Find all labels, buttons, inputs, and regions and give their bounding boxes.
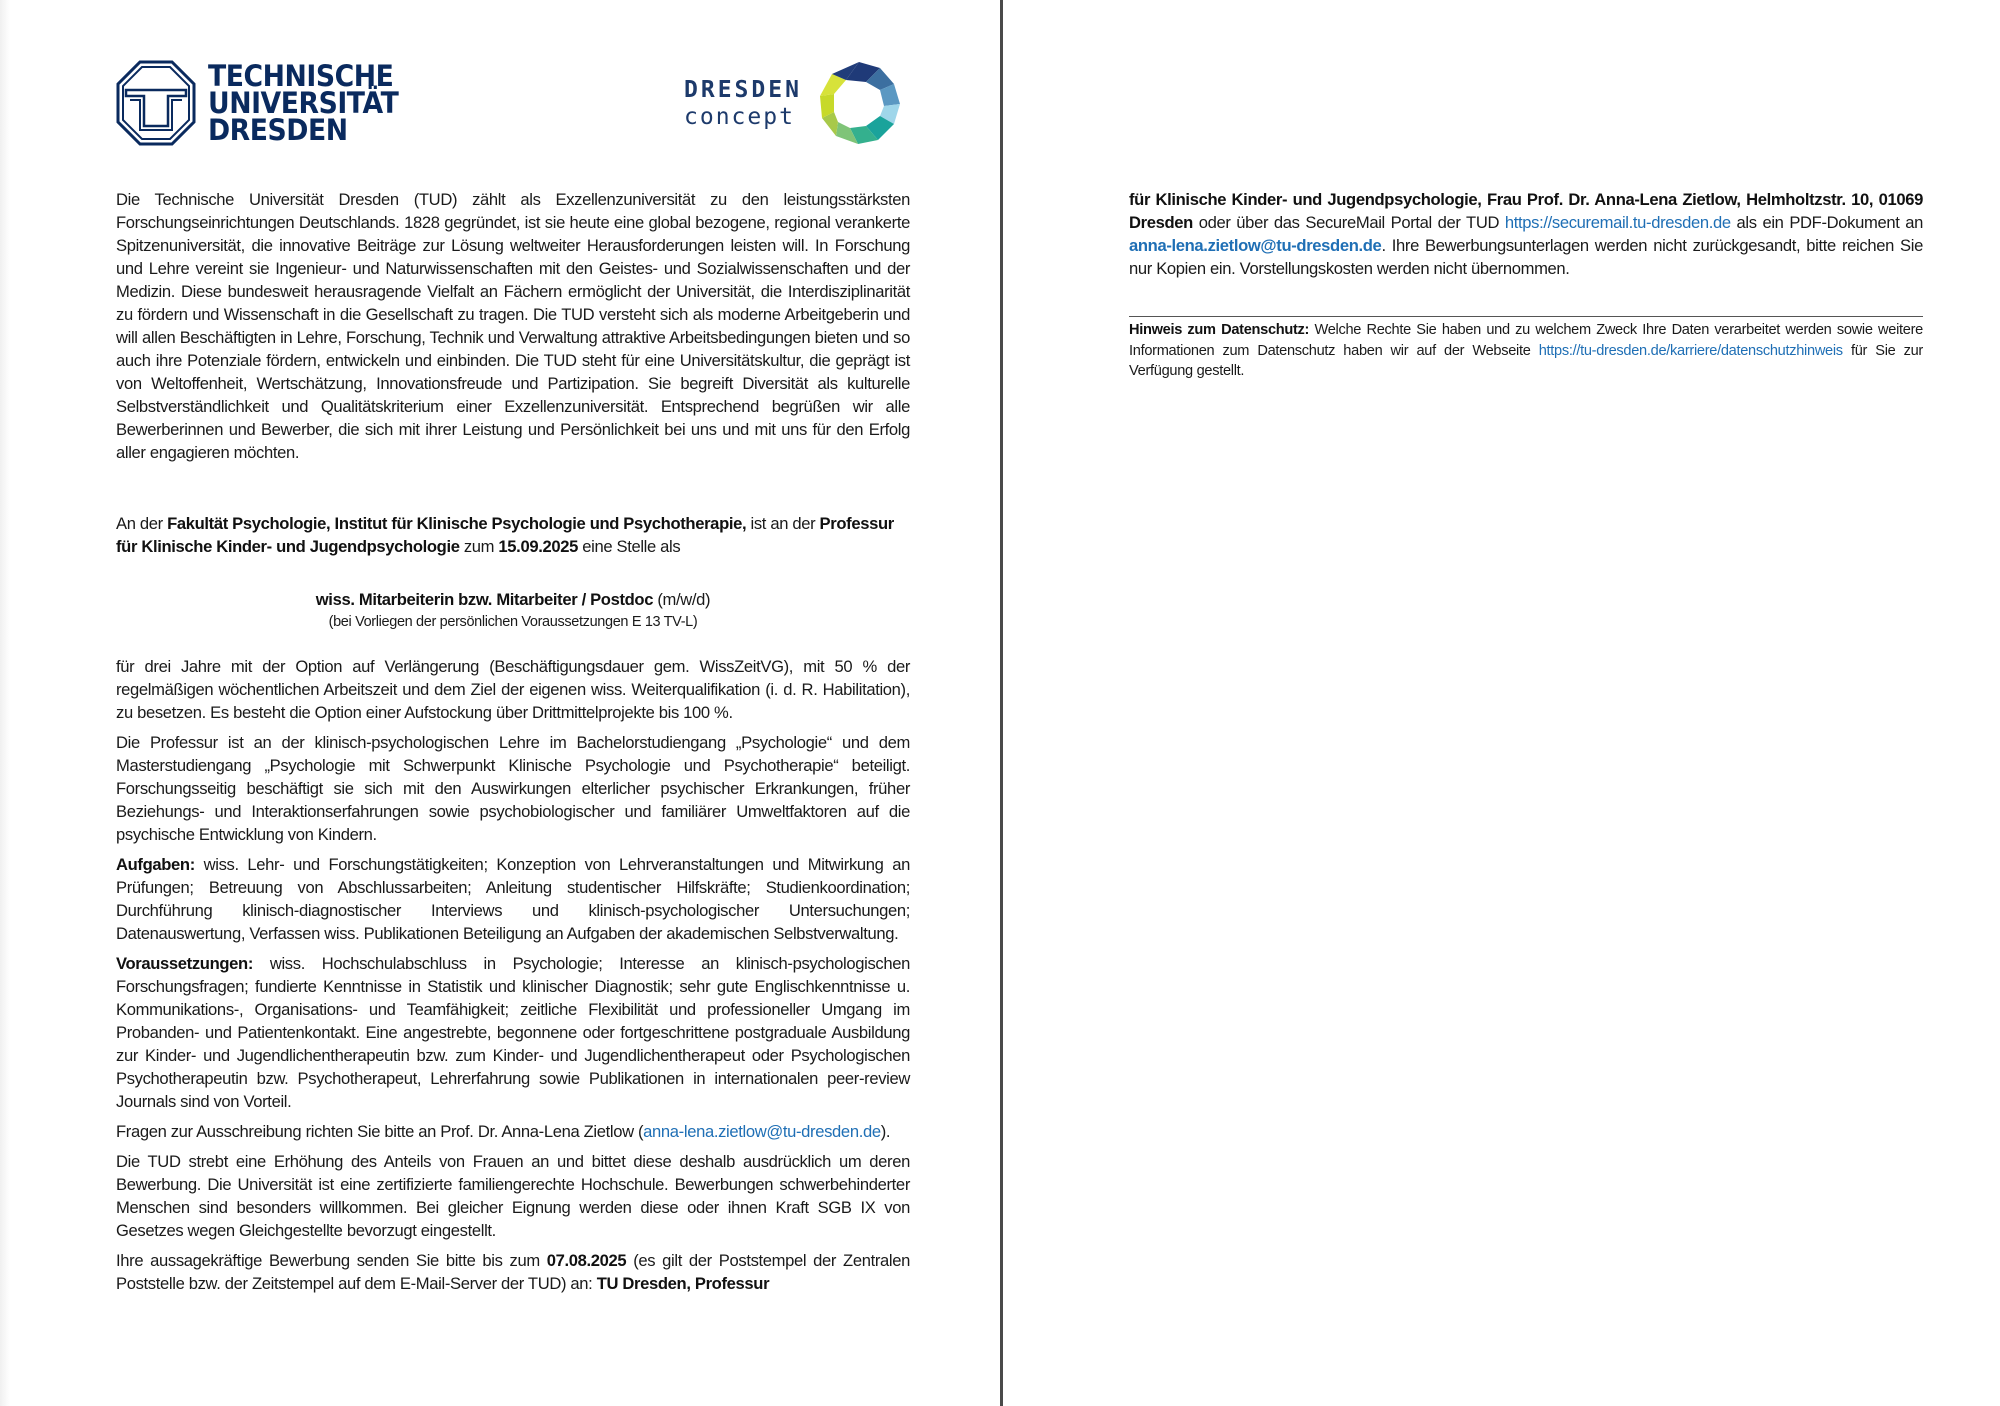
securemail-link[interactable]: https://securemail.tu-dresden.de <box>1504 213 1731 232</box>
privacy-suffix: für Sie zur Verfügung gestellt. <box>1129 342 1923 379</box>
questions-paragraph <box>116 1120 910 1143</box>
dresden-concept-logo <box>684 60 902 146</box>
tud-emblem-icon <box>116 60 196 146</box>
tasks-label: Aufgaben: <box>116 855 195 874</box>
dresden-concept-line1: DRESDEN <box>684 77 802 103</box>
institute-middle: ist an der <box>746 514 820 533</box>
diversity-paragraph: Die TUD strebt eine Erhöhung des Anteils von Frauen an und bittet diese deshalb ausdrücklich um deren Bewerbung. Die Universität ist eine zertifizierte familiengerechte Hochschule. Bewerbungen schwerbehinderter Menschen sind besonders willkommen. Bei gleicher Eignung werden diese oder ihnen Kraft SGB IX von Gesetzes wegen Gleichgestellte bevorzugt eingestellt. <box>116 1152 910 1240</box>
salary-note: (bei Vorliegen der persönlichen Voraussetzungen E 13 TV-L) <box>328 614 698 630</box>
professorship-description: Die Professur ist an der klinisch-psychologischen Lehre im Bachelorstudiengang „Psychologie“ und dem Masterstudiengang „Psychologie mit Schwerpunkt Klinische Psychologie und Psychotherapie“ beteiligt. Forschungsseitig beschäftigt sie sich mit den Auswirkungen elterlicher psychischer Erkrankungen, früher Beziehungs- und Interaktionserfahrungen sowie psychobiologischer und familiärer Umweltfaktoren auf die psychische Entwicklung von Kindern. <box>116 733 910 844</box>
job-position: wiss. Mitarbeiterin bzw. Mitarbeiter / Postdoc <box>315 590 654 609</box>
address-suffix: . Ihre Bewerbungsunterlagen werden nicht zurückgesandt, bitte reichen Sie nur Kopien ein. Vorstellungskosten werden nicht übernommen. <box>1129 236 1923 278</box>
page-edge-shadow <box>0 0 10 1406</box>
contact-email-link[interactable]: anna-lena.zietlow@tu-dresden.de <box>643 1122 881 1141</box>
job-title <box>116 588 910 611</box>
address-paragraph <box>1129 188 1923 280</box>
tud-wordmark-line: DRESDEN <box>208 112 348 147</box>
privacy-text: Welche Rechte Sie haben und zu welchem Zweck Ihre Daten verarbeitet werden sowie weitere Informationen zum Datenschutz haben wir auf der Webseite <box>1129 322 1923 359</box>
privacy-paragraph <box>1129 320 1923 382</box>
requirements-paragraph <box>116 952 910 1113</box>
questions-text: Fragen zur Ausschreibung richten Sie bitte an Prof. Dr. Anna-Lena Zietlow ( <box>116 1122 644 1141</box>
job-gender: (m/w/d) <box>653 590 711 609</box>
institute-zum: zum <box>459 537 499 556</box>
tasks-paragraph <box>116 853 910 945</box>
requirements-text: wiss. Hochschulabschluss in Psychologie; Interesse an klinisch-psychologischen Forschungsfragen; fundierte Kenntnisse in Statistik und klinischer Diagnostik; sehr gute Englischkenntnisse u. Kommunikations-, Organisations- und Teamfähigkeit; zeitliche Flexibilität und professioneller Umgang im Probanden- und Patientenkontakt. Eine angestrebte, begonnene oder fortgeschrittene postgraduale Ausbildung zur Kinder- und Jugendlichentherapeutin bzw. zum Kinder- und Jugendlichentherapeut oder Psychologischen Psychotherapeutin bzw. Psychotherapeut, Lehrerfahrung sowie Publikationen in internationalen peer-review Journals sind von Vorteil. <box>116 954 910 1111</box>
application-deadline: 07.08.2025 <box>546 1251 627 1270</box>
requirements-label: Voraussetzungen: <box>116 954 254 973</box>
privacy-link[interactable]: https://tu-dresden.de/karriere/datenschutzhinweis <box>1538 342 1843 359</box>
tud-logo <box>116 60 415 146</box>
application-addressee: TU Dresden, Professur <box>596 1274 770 1293</box>
questions-suffix: ). <box>880 1122 891 1141</box>
tud-wordmark-line: TECHNISCHE <box>208 58 394 93</box>
faculty-name: Fakultät Psychologie, Institut für Klinische Psychologie und Psychotherapie, <box>167 514 747 533</box>
tud-wordmark-line: UNIVERSITÄT <box>208 85 399 120</box>
job-title-block <box>116 588 910 633</box>
terms-paragraph: für drei Jahre mit der Option auf Verlängerung (Beschäftigungsdauer gem. WissZeitVG), mit 50 % der regelmäßigen wöchentlichen Arbeitszeit und dem Ziel der eigenen wiss. Weiterqualifikation (i. d. R. Habilitation), zu besetzen. Es besteht die Option einer Aufstockung über Drittmittelprojekte bis 100 %. <box>116 657 910 722</box>
institute-prefix: An der <box>116 514 168 533</box>
right-content <box>1129 188 1923 389</box>
application-prefix: Ihre aussagekräftige Bewerbung senden Sie bitte bis zum <box>116 1251 547 1270</box>
privacy-section <box>1129 316 1923 382</box>
pdf-text: als ein PDF-Dokument an <box>1730 213 1923 232</box>
institute-suffix: eine Stelle als <box>577 537 681 556</box>
page-divider <box>1000 0 1003 1406</box>
application-email-link[interactable]: anna-lena.zietlow@tu-dresden.de <box>1129 236 1382 255</box>
address-middle: oder über das SecureMail Portal der TUD <box>1192 213 1505 232</box>
dresden-concept-emblem-icon <box>816 60 902 146</box>
start-date: 15.09.2025 <box>498 537 578 556</box>
address-bold: für Klinische Kinder- und Jugendpsychologie, Frau Prof. Dr. Anna-Lena Zietlow, Helmholtzstr. 10, 01069 Dresden <box>1129 190 1923 232</box>
dresden-concept-line2: concept <box>684 104 795 130</box>
institute-paragraph <box>116 512 910 558</box>
intro-paragraph: Die Technische Universität Dresden (TUD) zählt als Exzellenzuniversität zu den leistungsstärksten Forschungseinrichtungen Deutschlands. 1828 gegründet, ist sie heute eine global bezogene, regional verankerte Spitzenuniversität, die innovative Beiträge zur Lösung weltweiter Herausforderungen leisten will. In Forschung und Lehre vereint sie Ingenieur- und Naturwissenschaften mit den Geistes- und Sozialwissenschaften und der Medizin. Diese bundesweit herausragende Vielfalt an Fächern ermöglicht der Universität, die Interdisziplinarität zu fördern und Wissenschaft in die Gesellschaft zu tragen. Die TUD versteht sich als moderne Arbeitgeberin und will allen Beschäftigten in Lehre, Forschung, Technik und Verwaltung attraktive Arbeitsbedingungen bieten und so auch ihre Potenziale fördern, entwickeln und einbinden. Die TUD steht für eine Universitätskultur, die geprägt ist von Weltoffenheit, Wertschätzung, Innovationsfreude und Partizipation. Sie begreift Diversität als kulturelle Selbstverständlichkeit und Qualitätskriterium einer Exzellenzuniversität. Entsprechend begrüßen wir alle Bewerberinnen und Bewerber, die sich mit ihrer Leistung und Persönlichkeit bei uns und mit uns für den Erfolg aller engagieren möchten. <box>116 190 910 462</box>
tud-wordmark <box>208 58 399 147</box>
tasks-text: wiss. Lehr- und Forschungstätigkeiten; Konzeption von Lehrveranstaltungen und Mitwirkung an Prüfungen; Betreuung von Abschlussarbeiten; Anleitung studentischer Hilfskräfte; Studienkoordination; Durchführung klinisch-diagnostischer Interviews und klinisch-psychologischer Untersuchungen; Datenauswertung, Verfassen wiss. Publikationen Beteiligung an Aufgaben der akademischen Selbstverwaltung. <box>116 855 910 943</box>
dresden-concept-wordmark <box>684 76 802 130</box>
position-section <box>116 512 910 1302</box>
professorship-name: Professur für Klinische Kinder- und Jugendpsychologie <box>116 514 894 556</box>
application-middle: (es gilt der Poststempel der Zentralen Poststelle bzw. der Zeitstempel auf dem E-Mail-Server der TUD) an: <box>116 1251 910 1293</box>
privacy-label: Hinweis zum Datenschutz: <box>1129 322 1310 338</box>
application-paragraph <box>116 1249 910 1295</box>
